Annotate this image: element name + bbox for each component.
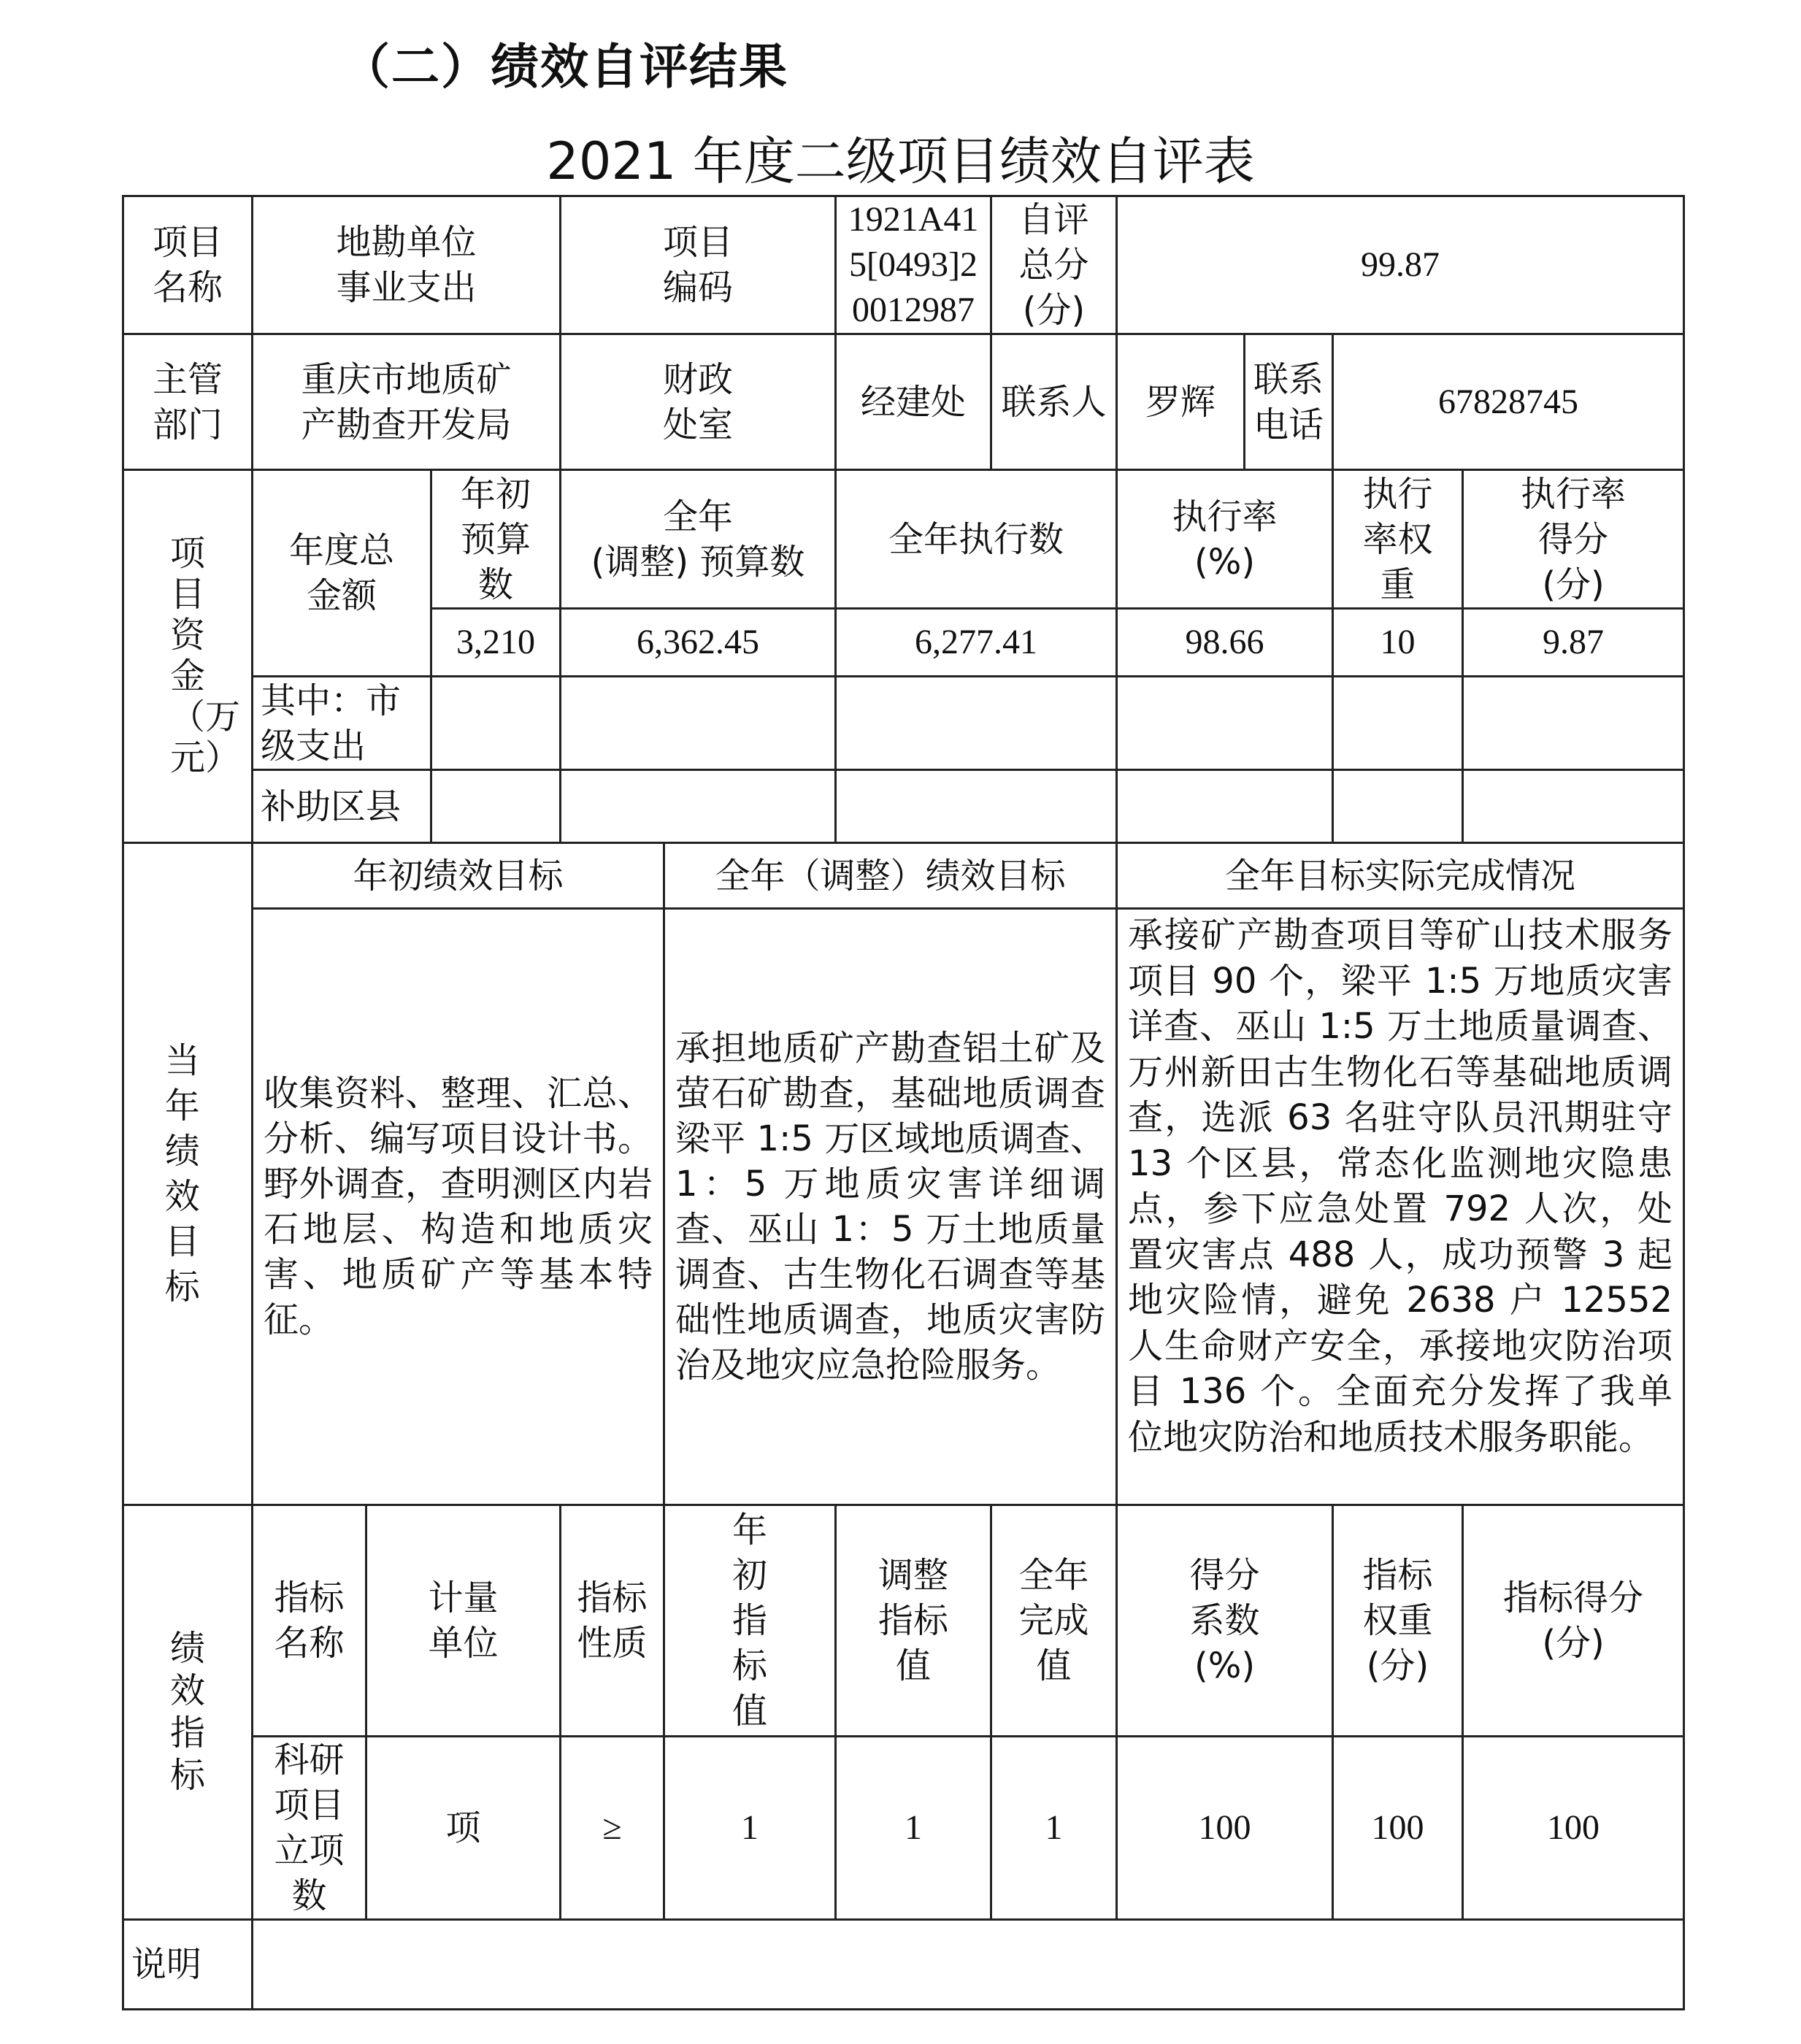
adjusted-budget-header: 全年 (调整) 预算数 (561, 470, 836, 609)
exec-rate-header: 执行率(%) (1117, 470, 1333, 609)
indicator-name-value: 科研项目立项数 (253, 1737, 366, 1920)
municipal-rate (1117, 677, 1333, 770)
dept-label: 主管部门 (123, 334, 253, 470)
self-score-value: 99.87 (1117, 196, 1684, 334)
indicator-initial-header: 年初指标值 (664, 1505, 836, 1737)
project-name-value: 地勘单位事业支出 (253, 196, 561, 334)
indicator-nature-value: ≥ (561, 1737, 664, 1920)
indicator-nature-header: 指标性质 (561, 1505, 664, 1737)
indicator-initial-value: 1 (664, 1737, 836, 1920)
actual-completion-text: 承接矿产勘查项目等矿山技术服务项目 90 个，梁平 1:5 万地质灾害详查、巫山 1:5 万土地质量调查、万州新田古生物化石等基础地质调查，选派 63 名驻守队员汛期驻守 13 个区县，常态化监测地灾隐患点，参下应急处置 792 人次，处置灾害点 488 人，成功预警 3 起地灾险情，避免 2638 户 12552 人生命财产安全，承接地灾防治项目 136 个。全面充分发挥了我单位地灾防治和地质技术服务职能。 (1117, 909, 1684, 1505)
self-score-label: 自评总分(分) (991, 196, 1117, 334)
table-title: 2021 年度二级项目绩效自评表 (546, 131, 1255, 191)
indicator-completed-header: 全年完成值 (991, 1505, 1117, 1737)
district-score (1463, 770, 1684, 843)
note-label: 说明 (123, 1920, 253, 2010)
indicator-name-header: 指标名称 (253, 1505, 366, 1737)
initial-budget-header: 年初预算数 (431, 470, 561, 609)
executed-value: 6,277.41 (836, 609, 1117, 677)
municipal-executed (836, 677, 1117, 770)
annual-total-header: 年度总金额 (253, 470, 431, 677)
adjusted-goal-header: 全年（调整）绩效目标 (664, 843, 1117, 909)
phone-label: 联系电话 (1253, 358, 1324, 445)
indicator-weight-header: 指标权重(分) (1333, 1505, 1463, 1737)
district-adjusted (561, 770, 836, 843)
indicator-coef-header: 得分系数(%) (1117, 1505, 1333, 1737)
municipal-score (1463, 677, 1684, 770)
indicator-adjusted-header: 调整指标值 (836, 1505, 991, 1737)
municipal-initial (431, 677, 561, 770)
exec-weight-value: 10 (1333, 609, 1463, 677)
district-rate (1117, 770, 1333, 843)
executed-header: 全年执行数 (836, 470, 1117, 609)
initial-goal-header: 年初绩效目标 (253, 843, 664, 909)
finance-office-value: 经建处 (836, 334, 991, 470)
phone-value: 67828745 (1333, 334, 1684, 470)
indicator-adjusted-value: 1 (836, 1737, 991, 1920)
actual-completion-header: 全年目标实际完成情况 (1117, 843, 1684, 909)
initial-budget-value: 3,210 (431, 609, 561, 677)
municipal-expense-label: 其中：市级支出 (253, 677, 431, 770)
project-code-value: 1921A415[0493]20012987 (836, 196, 991, 334)
note-value (253, 1920, 1684, 2010)
initial-goal-text: 收集资料、整理、汇总、分析、编写项目设计书。野外调查，查明测区内岩石地层、构造和地质灾害、地质矿产等基本特征。 (253, 909, 664, 1505)
adjusted-budget-value: 6,362.45 (561, 609, 836, 677)
indicator-score-value: 100 (1463, 1737, 1684, 1920)
contact-value: 罗辉 (1118, 335, 1245, 469)
indicator-unit-header: 计量单位 (366, 1505, 561, 1737)
indicator-unit-value: 项 (366, 1737, 561, 1920)
adjusted-goal-text: 承担地质矿产勘查铝土矿及萤石矿勘查，基础地质调查梁平 1:5 万区域地质调查、1：5 万地质灾害详细调查、巫山 1：5 万土地质量调查、古生物化石调查等基础性地质调查，地质灾害防治及地灾应急抢险服务。 (664, 909, 1117, 1505)
exec-score-value: 9.87 (1463, 609, 1684, 677)
indicator-completed-value: 1 (991, 1737, 1117, 1920)
contact-value-cell (1117, 334, 1333, 470)
indicators-side-label: 绩效指标 (123, 1505, 253, 1920)
section-title: （二）绩效自评结果 (342, 39, 788, 95)
contact-label: 联系人 (991, 334, 1117, 470)
funds-side-label: 项目资金（万元） (123, 470, 253, 843)
exec-rate-value: 98.66 (1117, 609, 1333, 677)
finance-office-label: 财政处室 (561, 334, 836, 470)
district-weight (1333, 770, 1463, 843)
performance-table (122, 195, 1685, 2010)
district-initial (431, 770, 561, 843)
district-executed (836, 770, 1117, 843)
goals-side-label: 当年绩效目标 (123, 843, 253, 1505)
project-name-label: 项目名称 (123, 196, 253, 334)
municipal-adjusted (561, 677, 836, 770)
municipal-weight (1333, 677, 1463, 770)
district-subsidy-label: 补助区县 (253, 770, 431, 843)
dept-value: 重庆市地质矿产勘查开发局 (253, 334, 561, 470)
indicator-weight-value: 100 (1333, 1737, 1463, 1920)
exec-weight-header: 执行率权重 (1333, 470, 1463, 609)
exec-score-header: 执行率得分(分) (1463, 470, 1684, 609)
indicator-coef-value: 100 (1117, 1737, 1333, 1920)
project-code-label: 项目编码 (561, 196, 836, 334)
indicator-score-header: 指标得分(分) (1463, 1505, 1684, 1737)
